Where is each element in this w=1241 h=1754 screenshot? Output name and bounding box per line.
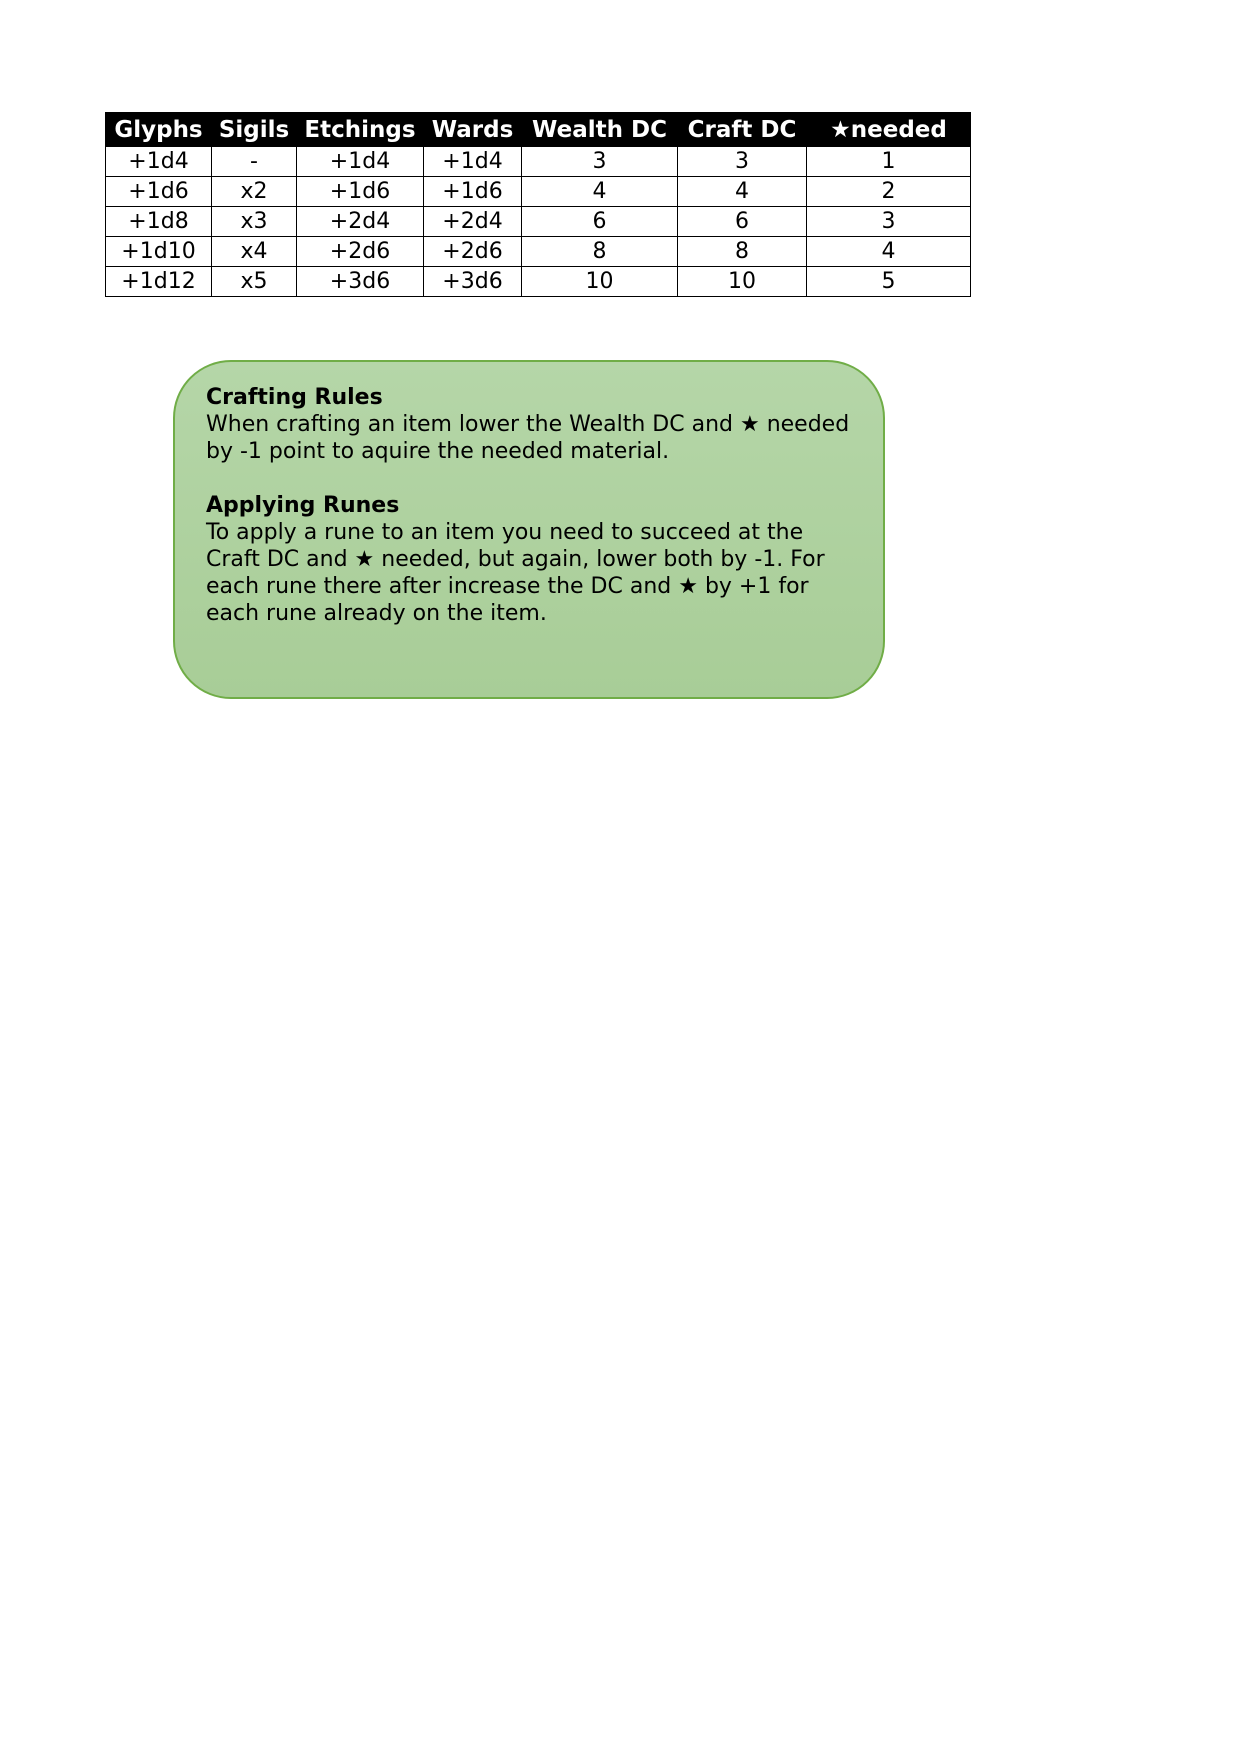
applying-runes-section	[206, 492, 853, 627]
cell-sigils: x2	[212, 177, 297, 207]
cell-etchings: +1d4	[297, 147, 424, 177]
table-header-row	[106, 113, 971, 147]
cell-glyphs: +1d6	[106, 177, 212, 207]
cell-etchings: +2d6	[297, 237, 424, 267]
rune-bonus-table	[105, 112, 971, 297]
cell-wealth-dc: 3	[522, 147, 678, 177]
cell-craft-dc: 10	[678, 267, 807, 297]
cell-glyphs: +1d4	[106, 147, 212, 177]
cell-glyphs: +1d8	[106, 207, 212, 237]
cell-etchings: +3d6	[297, 267, 424, 297]
cell-craft-dc: 4	[678, 177, 807, 207]
table-row	[106, 147, 971, 177]
cell-craft-dc: 3	[678, 147, 807, 177]
cell-wealth-dc: 4	[522, 177, 678, 207]
crafting-rules-text: When crafting an item lower the Wealth DC and ★ needed by -1 point to aquire the needed material.	[206, 412, 850, 464]
header-wealth-dc: Wealth DC	[522, 113, 678, 147]
table-row	[106, 267, 971, 297]
cell-stars-needed: 5	[807, 267, 971, 297]
table-row	[106, 237, 971, 267]
cell-wards: +2d4	[424, 207, 522, 237]
header-sigils: Sigils	[212, 113, 297, 147]
cell-wealth-dc: 8	[522, 237, 678, 267]
table-row	[106, 207, 971, 237]
table-body	[106, 147, 971, 297]
cell-sigils: x5	[212, 267, 297, 297]
cell-wards: +1d4	[424, 147, 522, 177]
cell-craft-dc: 6	[678, 207, 807, 237]
cell-sigils: -	[212, 147, 297, 177]
cell-glyphs: +1d12	[106, 267, 212, 297]
cell-stars-needed: 2	[807, 177, 971, 207]
applying-runes-text: To apply a rune to an item you need to succeed at the Craft DC and ★ needed, but again, lower both by -1. For each rune there after increase the DC and ★ by +1 for each rune already on the item.	[206, 520, 825, 626]
cell-craft-dc: 8	[678, 237, 807, 267]
header-etchings: Etchings	[297, 113, 424, 147]
cell-etchings: +2d4	[297, 207, 424, 237]
cell-wealth-dc: 10	[522, 267, 678, 297]
table-row	[106, 177, 971, 207]
cell-stars-needed: 1	[807, 147, 971, 177]
cell-wealth-dc: 6	[522, 207, 678, 237]
cell-etchings: +1d6	[297, 177, 424, 207]
crafting-rules-box	[173, 360, 885, 699]
cell-wards: +1d6	[424, 177, 522, 207]
header-glyphs: Glyphs	[106, 113, 212, 147]
cell-wards: +3d6	[424, 267, 522, 297]
header-wards: Wards	[424, 113, 522, 147]
cell-glyphs: +1d10	[106, 237, 212, 267]
cell-wards: +2d6	[424, 237, 522, 267]
applying-runes-title: Applying Runes	[206, 493, 400, 518]
header-stars-needed: ★needed	[807, 113, 971, 147]
cell-stars-needed: 4	[807, 237, 971, 267]
cell-sigils: x4	[212, 237, 297, 267]
cell-sigils: x3	[212, 207, 297, 237]
header-craft-dc: Craft DC	[678, 113, 807, 147]
crafting-rules-title: Crafting Rules	[206, 385, 383, 410]
crafting-rules-section	[206, 384, 853, 465]
cell-stars-needed: 3	[807, 207, 971, 237]
